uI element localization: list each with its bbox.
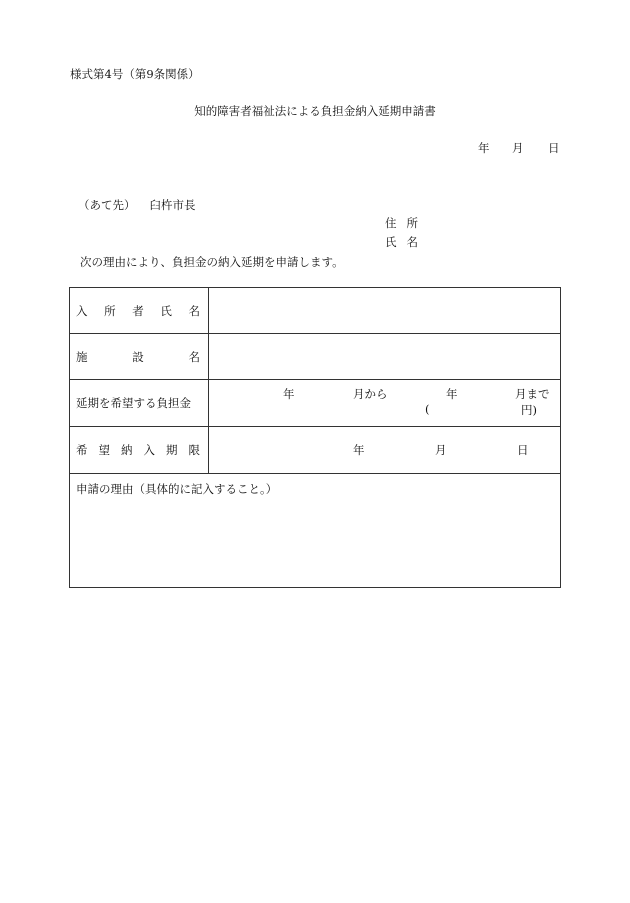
extension-year-from: 年 <box>283 387 295 401</box>
extension-label-cell <box>70 380 209 427</box>
deadline-month: 月 <box>435 443 447 457</box>
extension-label: 延期を希望する負担金 <box>76 396 191 410</box>
date-month-label: 月 <box>512 141 524 155</box>
deadline-year: 年 <box>353 443 365 457</box>
applicant-address-label: 住所 <box>385 216 428 230</box>
desired-deadline-field[interactable] <box>209 427 561 474</box>
resident-name-label-cell <box>70 288 209 334</box>
addressee-name: 臼杵市長 <box>149 198 196 212</box>
facility-name-field[interactable] <box>209 334 561 380</box>
table-row <box>70 380 561 427</box>
deadline-day: 日 <box>517 443 529 457</box>
reason-label: 申請の理由（具体的に記入すること。） <box>76 482 278 496</box>
resident-name-field[interactable] <box>209 288 561 334</box>
deadline-label-cell <box>70 427 209 474</box>
resident-name-label: 入 所 者 氏 名 <box>76 303 200 318</box>
reason-field[interactable] <box>70 474 561 588</box>
facility-name-label: 施 設 名 <box>76 349 200 364</box>
application-statement: 次の理由により、負担金の納入延期を申請します。 <box>80 255 344 269</box>
facility-name-label-cell <box>70 334 209 380</box>
date-day-label: 日 <box>548 141 560 155</box>
extension-year-to: 年 <box>446 387 458 401</box>
application-table <box>69 287 561 588</box>
date-year-label: 年 <box>478 141 490 155</box>
extension-month-until: 月まで <box>515 387 550 401</box>
applicant-name-label: 氏名 <box>385 235 428 249</box>
desired-deadline-label: 希 望 納 入 期 限 <box>76 443 200 457</box>
form-number: 様式第4号（第9条関係） <box>70 67 200 81</box>
extension-month-from: 月から <box>353 387 388 401</box>
amount-paren-open: ( <box>425 402 430 416</box>
addressee <box>78 197 196 213</box>
table-row <box>70 427 561 474</box>
table-row <box>70 334 561 380</box>
amount-unit: 円) <box>521 403 537 417</box>
table-row <box>70 288 561 334</box>
extension-period-field[interactable] <box>209 380 561 427</box>
document-title: 知的障害者福祉法による負担金納入延期申請書 <box>194 104 436 118</box>
table-row <box>70 474 561 588</box>
addressee-label: （あて先） <box>78 198 136 212</box>
